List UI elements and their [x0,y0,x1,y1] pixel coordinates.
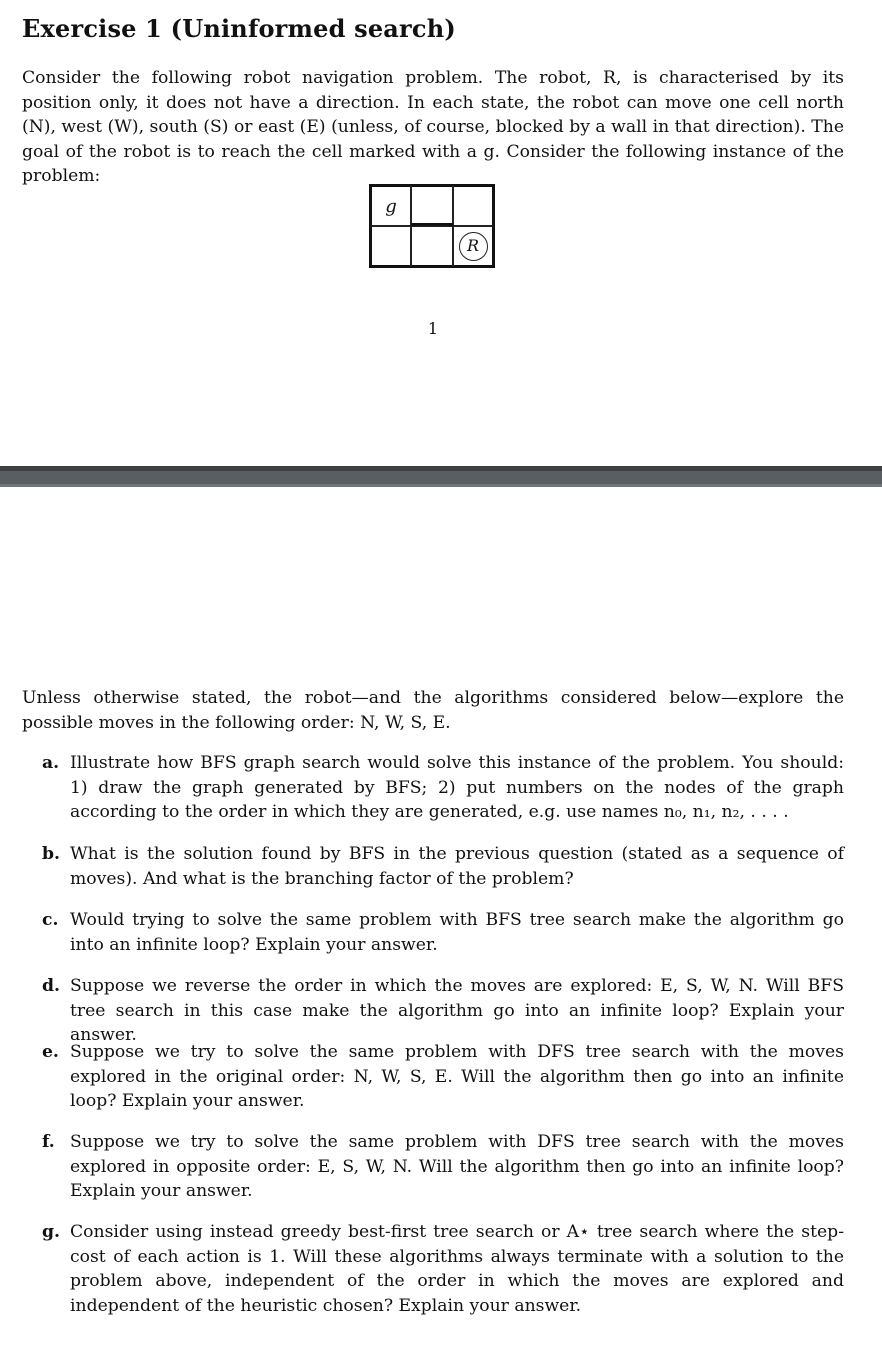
robot-label: R [466,236,480,255]
question-item [42,842,844,891]
question-label: c. [42,910,59,930]
question-text: Illustrate how BFS graph search would solve this instance of the problem. You should: 1) draw the graph generated by BFS; 2) put numbers on the nodes of the graph according to the order in which they are generated, e.g. use names n₀, n₁, n₂, . . . . [70,753,844,823]
question-text: Suppose we try to solve the same problem with DFS tree search with the moves explored in the original order: N, W, S, E. Will the algorithm then go into an infinite loop? Explain your answer. [70,1042,844,1112]
robot-grid [369,184,495,268]
question-label: e. [42,1042,59,1062]
robot-marker [459,232,488,261]
question-label: g. [42,1222,61,1242]
question-label: b. [42,844,61,864]
problem-description: Consider the following robot navigation problem. The robot, R, is characterised by its position only, it does not have a direction. In each state, the robot can move one cell north (N), west (W), south (S) or east (E) (unless, of course, blocked by a wall in that direction). The goal of the robot is to reach the cell marked with a g. Consider the following instance of the problem: [22,68,844,187]
question-text: Suppose we reverse the order in which the moves are explored: E, S, W, N. Will BFS tree search in this case make the algorithm go into an infinite loop? Explain your answer. [70,976,844,1046]
grid-cell-robot [453,226,495,268]
question-item [42,1130,844,1204]
grid-cell [453,184,495,226]
grid-cell [369,226,411,268]
question-text: What is the solution found by BFS in the previous question (stated as a sequence of moves). And what is the branching factor of the problem? [70,844,844,889]
question-item [42,1220,844,1318]
question-item [42,908,844,957]
question-text: Consider using instead greedy best-first tree search or A⋆ tree search where the step-cost of each action is 1. Will these algorithms always terminate with a solution to the problem above, independent of the order in which the moves are explored and independent of the heuristic chosen? Explain your answer. [70,1222,844,1316]
question-label: f. [42,1132,55,1152]
question-label: d. [42,976,61,996]
page-number: 1 [427,319,439,338]
exercise-title: Exercise 1 (Uninformed search) [22,14,456,43]
grid-cell [411,226,453,268]
goal-label: g [385,195,397,217]
question-item [42,974,844,1048]
question-text: Suppose we try to solve the same problem with DFS tree search with the moves explored in opposite order: E, S, W, N. Will the algorithm then go into an infinite loop? Explain your answer. [70,1132,844,1202]
question-text: Would trying to solve the same problem with BFS tree search make the algorithm go into an infinite loop? Explain your answer. [70,910,844,955]
question-label: a. [42,753,60,773]
grid-cell [411,184,453,226]
page-divider [0,466,882,487]
page-1 [0,0,882,466]
move-order-text: Unless otherwise stated, the robot—and the algorithms considered below—explore the possible moves in the following order: N, W, S, E. [22,688,844,733]
question-item [42,1040,844,1114]
question-item [42,751,844,825]
grid-cell-goal [369,184,411,226]
